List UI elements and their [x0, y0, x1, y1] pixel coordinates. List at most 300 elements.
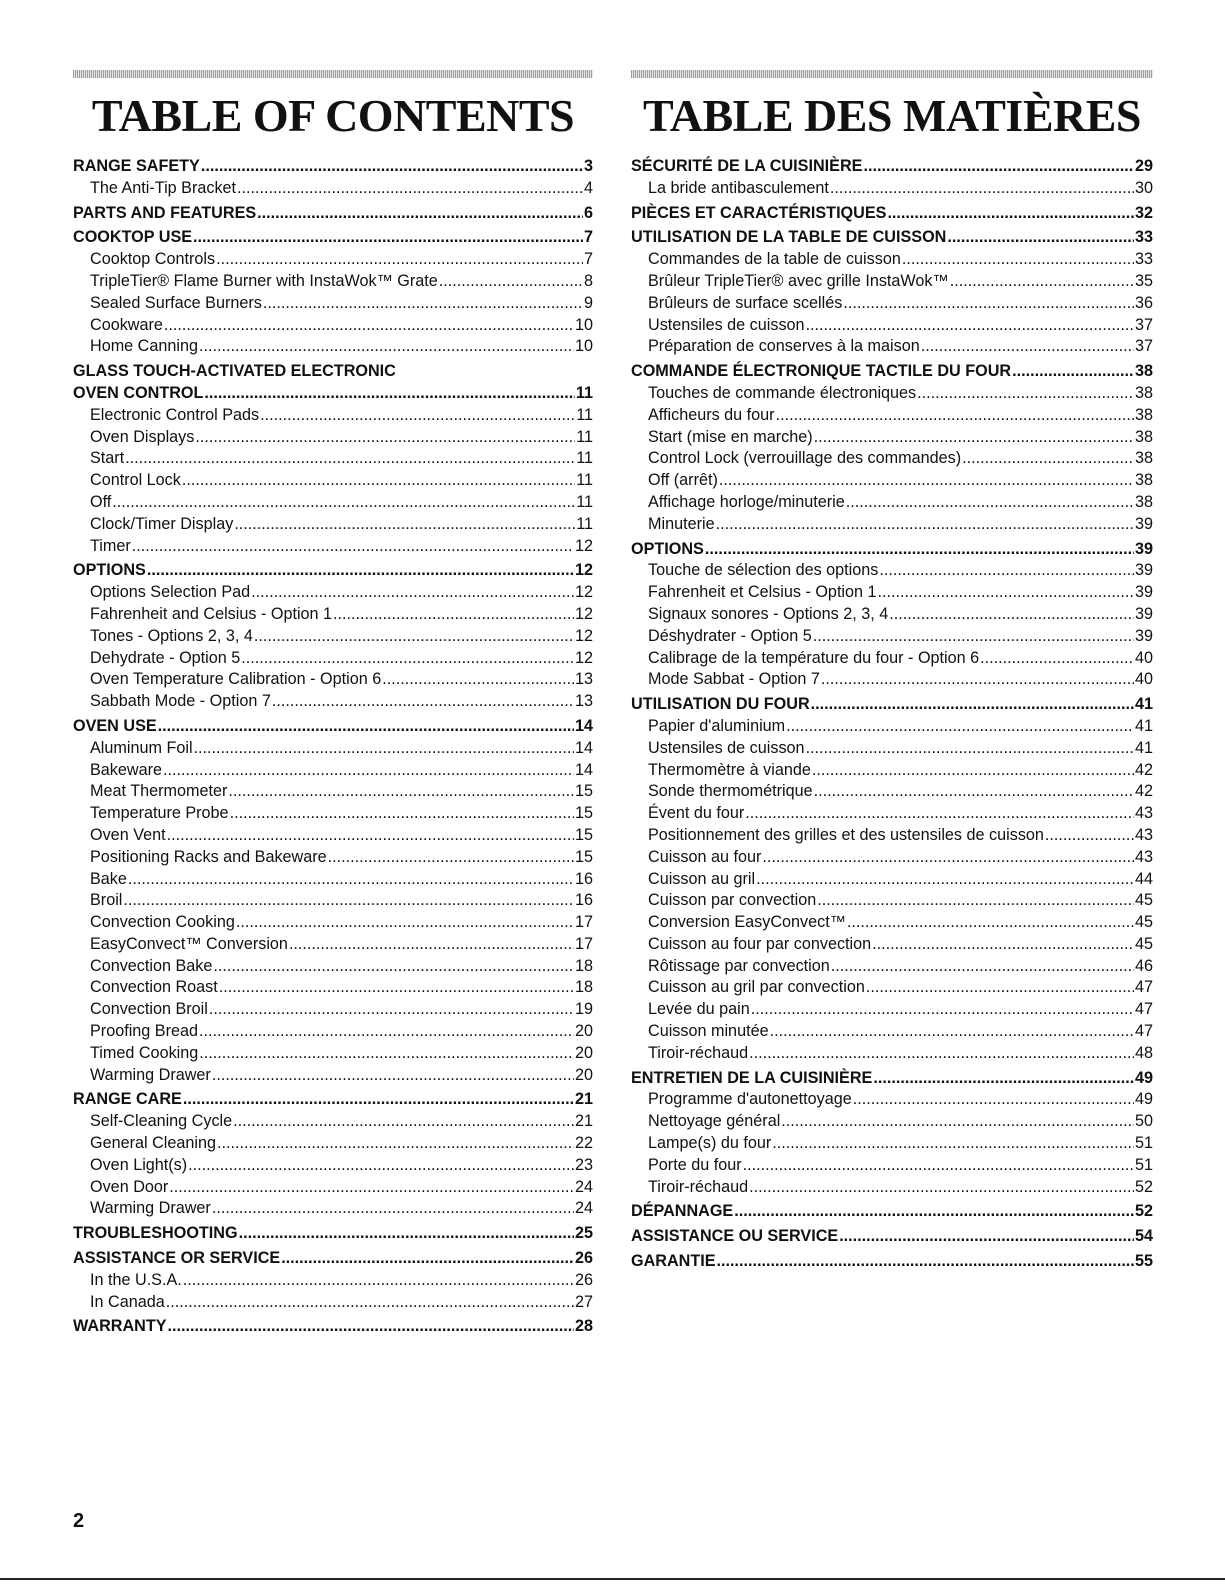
dot-leader: [772, 1133, 1134, 1155]
toc-entry: [73, 448, 593, 470]
toc-entry-label: La bride antibasculement: [648, 178, 829, 197]
toc-entry-page: 12: [574, 583, 593, 602]
toc-entry-page: 49: [1134, 1090, 1153, 1109]
toc-entry-page: 11: [576, 405, 593, 424]
toc-entry: [73, 1270, 593, 1292]
toc-entry: [631, 448, 1153, 470]
toc-entry: [73, 1133, 593, 1155]
dot-leader: [213, 956, 574, 978]
toc-entry-label: Cookware: [90, 315, 163, 334]
toc-entry: [631, 156, 1153, 178]
dot-leader: [241, 648, 574, 670]
toc-entry: [631, 890, 1153, 912]
toc-entry-page: 10: [574, 337, 593, 356]
dot-leader: [1012, 361, 1134, 383]
dot-leader: [781, 1111, 1134, 1133]
toc-entry-label: SÉCURITÉ DE LA CUISINIÈRE: [631, 157, 863, 175]
toc-entry-page: 45: [1134, 913, 1153, 932]
toc-entry: [73, 1223, 593, 1245]
dot-leader: [217, 1133, 574, 1155]
toc-entry: [73, 492, 593, 514]
toc-entry: [631, 336, 1153, 358]
toc-entry-label: Fahrenheit et Celsius - Option 1: [648, 583, 877, 602]
toc-entry-page: 6: [583, 203, 593, 222]
toc-entry-page: 25: [574, 1224, 593, 1243]
toc-entry-page: 39: [1134, 539, 1153, 558]
dot-leader: [1045, 825, 1134, 847]
dot-leader: [770, 1021, 1134, 1043]
dot-leader: [237, 178, 583, 200]
toc-entry-label: Cuisson au gril: [648, 869, 756, 888]
toc-entry: [73, 999, 593, 1021]
toc-entry-label: Off: [90, 492, 112, 511]
dot-leader: [382, 669, 574, 691]
toc-entry-label: Positionnement des grilles et des ustensiles de cuisson: [648, 825, 1044, 844]
dot-leader: [167, 825, 574, 847]
dot-leader: [212, 1198, 574, 1220]
dot-leader: [163, 760, 574, 782]
toc-entry-label: Conversion EasyConvect™: [648, 913, 846, 932]
toc-entry-label: Déshydrater - Option 5: [648, 626, 812, 645]
toc-entry-label: Cuisson minutée: [648, 1022, 769, 1041]
toc-entry: [631, 293, 1153, 315]
toc-entry-label: Oven Temperature Calibration - Option 6: [90, 670, 382, 689]
dot-leader: [921, 336, 1134, 358]
toc-entry-label: Tones - Options 2, 3, 4: [90, 626, 253, 645]
toc-entry-label: Convection Bake: [90, 956, 213, 975]
dot-leader: [866, 977, 1134, 999]
dot-leader: [980, 648, 1134, 670]
toc-entry: [631, 203, 1153, 225]
toc-entry-page: 50: [1134, 1112, 1153, 1131]
toc-entry: [73, 383, 593, 405]
toc-entry: [73, 227, 593, 249]
toc-entry-page: 21: [574, 1090, 593, 1109]
toc-entry: [631, 934, 1153, 956]
toc-entry-page: 44: [1134, 869, 1153, 888]
toc-entry: [73, 847, 593, 869]
dot-leader: [717, 1251, 1134, 1273]
toc-entry: [631, 1177, 1153, 1199]
toc-entry-page: 41: [1134, 716, 1153, 735]
toc-entry-label: Oven Displays: [90, 427, 195, 446]
toc-entry: [631, 492, 1153, 514]
toc-entry: [631, 1068, 1153, 1090]
toc-entry: [73, 825, 593, 847]
toc-entry: [73, 890, 593, 912]
toc-entry: [631, 803, 1153, 825]
toc-entry-label: Signaux sonores - Options 2, 3, 4: [648, 604, 889, 623]
toc-entry-label: Nettoyage général: [648, 1112, 781, 1131]
toc-entry: [73, 669, 593, 691]
toc-entry-page: 42: [1134, 760, 1153, 779]
dot-leader: [289, 934, 574, 956]
toc-list-french: [631, 156, 1153, 1273]
dot-leader: [962, 448, 1134, 470]
dot-leader: [183, 1089, 574, 1111]
toc-entry-page: 12: [574, 626, 593, 645]
toc-entry: [73, 977, 593, 999]
dot-leader: [333, 604, 574, 626]
toc-entry: [73, 1021, 593, 1043]
dot-leader: [762, 847, 1134, 869]
dot-leader: [878, 582, 1134, 604]
toc-entry-page: 30: [1134, 178, 1153, 197]
toc-entry-label: Lampe(s) du four: [648, 1134, 772, 1153]
toc-entry-label: Start (mise en marche): [648, 427, 813, 446]
toc-entry: [73, 514, 593, 536]
toc-entry-page: 36: [1134, 293, 1153, 312]
toc-entry-page: 21: [574, 1112, 593, 1131]
toc-entry-label: Proofing Bread: [90, 1022, 198, 1041]
toc-entry: [73, 336, 593, 358]
toc-entry-label: Timer: [90, 536, 131, 555]
dot-leader: [328, 847, 574, 869]
toc-entry-label: Bake: [90, 869, 127, 888]
toc-entry-page: 39: [1134, 604, 1153, 623]
dot-leader: [228, 781, 574, 803]
toc-entry-page: 52: [1134, 1202, 1153, 1221]
dot-leader: [879, 560, 1134, 582]
toc-entry-label: Levée du pain: [648, 1000, 750, 1019]
dot-leader: [251, 582, 574, 604]
toc-entry-label: RANGE CARE: [73, 1090, 182, 1109]
toc-entry-page: 51: [1134, 1155, 1153, 1174]
toc-entry: [73, 1089, 593, 1111]
toc-entry: [631, 669, 1153, 691]
dot-leader: [204, 383, 574, 405]
toc-entry-label: Porte du four: [648, 1155, 742, 1174]
toc-entry-label: Cuisson au four: [648, 847, 762, 866]
toc-entry-label: GLASS TOUCH-ACTIVATED ELECTRONIC: [73, 362, 396, 381]
toc-entry-page: 39: [1134, 514, 1153, 533]
toc-entry-label: TripleTier® Flame Burner with InstaWok™ Grate: [90, 271, 438, 290]
toc-entry: [631, 738, 1153, 760]
toc-entry-page: 18: [574, 978, 593, 997]
toc-entry-label: RANGE SAFETY: [73, 157, 200, 175]
toc-entry-page: 29: [1134, 157, 1153, 175]
toc-entry-label: Convection Cooking: [90, 913, 235, 932]
toc-entry-label: Convection Roast: [90, 978, 218, 997]
dot-leader: [257, 203, 583, 225]
toc-entry: [73, 1043, 593, 1065]
toc-entry-page: 38: [1134, 492, 1153, 511]
toc-entry-label: Oven Door: [90, 1177, 169, 1196]
toc-entry-label: Affichage horloge/minuterie: [648, 492, 845, 511]
toc-entry: [631, 582, 1153, 604]
toc-entry-label: Oven Vent: [90, 825, 166, 844]
toc-entry: [631, 514, 1153, 536]
toc-entry-page: 15: [574, 847, 593, 866]
toc-entry: [73, 582, 593, 604]
toc-entry: [73, 1316, 593, 1338]
dot-leader: [872, 934, 1134, 956]
dot-leader: [839, 1226, 1134, 1248]
toc-entry-page: 24: [574, 1199, 593, 1218]
toc-entry-page: 41: [1134, 695, 1153, 714]
page-number: 2: [73, 1510, 85, 1532]
toc-entry-label: Electronic Control Pads: [90, 405, 260, 424]
toc-entry: [73, 405, 593, 427]
toc-entry-label: Dehydrate - Option 5: [90, 648, 241, 667]
toc-entry-label: Touche de sélection des options: [648, 561, 879, 580]
toc-entry: [73, 178, 593, 200]
dot-leader: [234, 514, 575, 536]
toc-entry-label: DÉPANNAGE: [631, 1202, 734, 1221]
toc-entry-page: 47: [1134, 978, 1153, 997]
toc-entry-page: 23: [574, 1155, 593, 1174]
toc-entry-page: 40: [1134, 648, 1153, 667]
toc-entry: [73, 604, 593, 626]
toc-entry-label: PIÈCES ET CARACTÉRISTIQUES: [631, 203, 887, 222]
toc-entry: [631, 604, 1153, 626]
toc-entry: [631, 648, 1153, 670]
toc-entry-label: Home Canning: [90, 337, 198, 356]
toc-entry-label: Bakeware: [90, 760, 162, 779]
toc-entry: [73, 738, 593, 760]
dot-leader: [831, 956, 1134, 978]
toc-entry-page: 20: [574, 1065, 593, 1084]
dot-leader: [169, 1177, 574, 1199]
toc-entry: [73, 1248, 593, 1270]
toc-entry-label: Oven Light(s): [90, 1155, 188, 1174]
toc-entry-page: 11: [575, 383, 593, 402]
dot-leader: [846, 492, 1134, 514]
dot-leader: [806, 738, 1134, 760]
toc-entry-page: 24: [574, 1177, 593, 1196]
toc-title-english: TABLE OF CONTENTS: [91, 90, 575, 141]
toc-entry: [631, 271, 1153, 293]
dot-leader: [158, 716, 574, 738]
toc-entry-page: 35: [1134, 271, 1153, 290]
dot-leader: [166, 1292, 574, 1314]
toc-entry: [631, 869, 1153, 891]
toc-entry-page: 46: [1134, 956, 1153, 975]
toc-entry-page: 4: [583, 178, 593, 197]
dot-leader: [751, 999, 1134, 1021]
toc-title-french: TABLE DES MATIÈRES: [643, 90, 1141, 141]
toc-entry-label: OPTIONS: [631, 539, 704, 558]
toc-entry: [73, 648, 593, 670]
toc-entry-label: The Anti-Tip Bracket: [90, 178, 237, 197]
toc-entry: [631, 405, 1153, 427]
toc-entry-page: 7: [583, 228, 593, 247]
dot-leader: [947, 227, 1134, 249]
toc-entry-page: 16: [574, 869, 593, 888]
toc-entry-label: Fahrenheit and Celsius - Option 1: [90, 604, 333, 623]
toc-entry: [73, 536, 593, 558]
toc-entry-label: Tiroir-réchaud: [648, 1177, 749, 1196]
toc-entry-page: 37: [1134, 337, 1153, 356]
toc-entry: [631, 1111, 1153, 1133]
toc-entry-label: EasyConvect™ Conversion: [90, 934, 288, 953]
toc-entry-page: 37: [1134, 315, 1153, 334]
toc-entry-label: ASSISTANCE OU SERVICE: [631, 1227, 839, 1246]
toc-entry-label: TROUBLESHOOTING: [73, 1224, 238, 1243]
toc-entry-page: 26: [574, 1270, 593, 1289]
toc-entry: [73, 315, 593, 337]
english-column: [73, 70, 593, 1338]
toc-entry-page: 15: [574, 804, 593, 823]
toc-entry-label: Control Lock (verrouillage des commandes): [648, 449, 962, 468]
toc-entry-page: 28: [574, 1317, 593, 1336]
toc-entry: [73, 716, 593, 738]
dot-leader: [814, 781, 1134, 803]
toc-entry-label: General Cleaning: [90, 1134, 216, 1153]
dot-leader: [230, 803, 574, 825]
toc-entry-page: 8: [583, 271, 593, 290]
toc-entry: [631, 315, 1153, 337]
bottom-rule: [0, 1578, 1225, 1580]
toc-entry-page: 48: [1134, 1043, 1153, 1062]
toc-entry-page: 52: [1134, 1177, 1153, 1196]
dot-leader: [201, 156, 583, 178]
dot-leader: [873, 1068, 1134, 1090]
toc-entry: [73, 293, 593, 315]
toc-entry-page: 12: [574, 604, 593, 623]
dot-leader: [830, 178, 1134, 200]
dot-leader: [902, 249, 1134, 271]
toc-entry: [631, 760, 1153, 782]
toc-entry-page: 12: [574, 536, 593, 555]
dot-leader: [164, 315, 574, 337]
dot-leader: [749, 1177, 1134, 1199]
toc-entry: [73, 1198, 593, 1220]
dot-leader: [439, 271, 583, 293]
toc-entry-page: 38: [1134, 383, 1153, 402]
toc-entry-label: OVEN USE: [73, 716, 157, 735]
toc-entry-label: In Canada: [90, 1292, 165, 1311]
toc-entry: [631, 847, 1153, 869]
toc-entry-label: Warming Drawer: [90, 1199, 211, 1218]
toc-entry-label: Tiroir-réchaud: [648, 1043, 749, 1062]
toc-entry-page: 11: [576, 449, 593, 468]
toc-entry-page: 39: [1134, 583, 1153, 602]
toc-entry-label: Rôtissage par convection: [648, 956, 830, 975]
dot-leader: [917, 383, 1134, 405]
toc-entry-page: 51: [1134, 1134, 1153, 1153]
toc-entry: [631, 977, 1153, 999]
dot-leader: [239, 1223, 574, 1245]
toc-entry-label: Clock/Timer Display: [90, 514, 234, 533]
toc-entry-page: 38: [1134, 362, 1153, 381]
toc-entry-label: Brûleur TripleTier® avec grille InstaWok™: [648, 271, 949, 290]
toc-entry: [631, 1226, 1153, 1248]
toc-entry-page: 12: [574, 561, 593, 580]
toc-entry-label: Calibrage de la température du four - Option 6: [648, 648, 980, 667]
dot-leader: [889, 604, 1134, 626]
dot-leader: [743, 1155, 1134, 1177]
dot-leader: [123, 890, 574, 912]
toc-entry-label: Off (arrêt): [648, 471, 718, 490]
header-rule: [631, 70, 1153, 78]
toc-entry-label: Ustensiles de cuisson: [648, 738, 805, 757]
dot-leader: [194, 738, 574, 760]
toc-entry: [73, 560, 593, 582]
toc-entry-label: ENTRETIEN DE LA CUISINIÈRE: [631, 1068, 873, 1087]
toc-entry-label: Cuisson au gril par convection: [648, 978, 865, 997]
toc-entry: [73, 1177, 593, 1199]
toc-entry: [631, 178, 1153, 200]
toc-entry-label: Sealed Surface Burners: [90, 293, 262, 312]
dot-leader: [112, 492, 575, 514]
toc-entry-label: Meat Thermometer: [90, 782, 228, 801]
toc-entry-page: 22: [574, 1134, 593, 1153]
toc-entry-page: 14: [574, 716, 593, 735]
toc-entry-label: Positioning Racks and Bakeware: [90, 847, 327, 866]
toc-entry-label: COOKTOP USE: [73, 228, 193, 247]
toc-entry: [73, 626, 593, 648]
toc-entry-label: Touches de commande électroniques: [648, 383, 917, 402]
toc-entry-label: ASSISTANCE OR SERVICE: [73, 1249, 281, 1268]
toc-entry-label: Thermomètre à viande: [648, 760, 811, 779]
toc-entry-page: 16: [574, 891, 593, 910]
toc-entry: [73, 427, 593, 449]
toc-entry-label: OPTIONS: [73, 561, 146, 580]
dot-leader: [260, 405, 575, 427]
toc-entry: [73, 249, 593, 271]
toc-entry: [631, 781, 1153, 803]
toc-entry-label: Sonde thermométrique: [648, 782, 813, 801]
toc-entry: [631, 1089, 1153, 1111]
toc-entry-label: Warming Drawer: [90, 1065, 211, 1084]
toc-entry-label: Timed Cooking: [90, 1043, 199, 1062]
dot-leader: [182, 470, 575, 492]
dot-leader: [847, 912, 1134, 934]
toc-entry-page: 13: [574, 692, 593, 711]
toc-entry-page: 15: [574, 825, 593, 844]
dot-leader: [811, 694, 1134, 716]
toc-entry-label: Start: [90, 449, 125, 468]
dot-leader: [199, 1021, 574, 1043]
toc-entry: [73, 203, 593, 225]
toc-entry: [631, 227, 1153, 249]
dot-leader: [147, 560, 574, 582]
dot-leader: [233, 1111, 574, 1133]
toc-entry-page: 42: [1134, 782, 1153, 801]
toc-entry-label: Convection Broil: [90, 1000, 208, 1019]
toc-entry: [73, 934, 593, 956]
dot-leader: [817, 890, 1134, 912]
toc-entry: [631, 539, 1153, 561]
toc-entry-page: 20: [574, 1022, 593, 1041]
toc-entry-page: 38: [1134, 405, 1153, 424]
toc-entry: [631, 560, 1153, 582]
toc-entry: [73, 781, 593, 803]
toc-entry-label: Préparation de conserves à la maison: [648, 337, 920, 356]
toc-entry-page: 49: [1134, 1068, 1153, 1087]
dot-leader: [821, 669, 1134, 691]
toc-entry: [631, 999, 1153, 1021]
toc-entry-page: 20: [574, 1043, 593, 1062]
dot-leader: [806, 315, 1134, 337]
dot-leader: [219, 977, 574, 999]
toc-entry-label: Évent du four: [648, 804, 745, 823]
toc-entry-label: Cuisson au four par convection: [648, 934, 872, 953]
dot-leader: [132, 536, 574, 558]
dot-leader: [812, 760, 1134, 782]
toc-entry-label: Afficheurs du four: [648, 405, 775, 424]
toc-entry-page: 43: [1134, 847, 1153, 866]
toc-entry-label: Cooktop Controls: [90, 250, 216, 269]
toc-entry: [73, 912, 593, 934]
toc-entry-label: Broil: [90, 891, 123, 910]
toc-entry-page: 47: [1134, 1000, 1153, 1019]
toc-entry-page: 7: [583, 250, 593, 269]
dot-leader: [756, 869, 1134, 891]
toc-entry-label: Programme d'autonettoyage: [648, 1090, 852, 1109]
dot-leader: [128, 869, 574, 891]
